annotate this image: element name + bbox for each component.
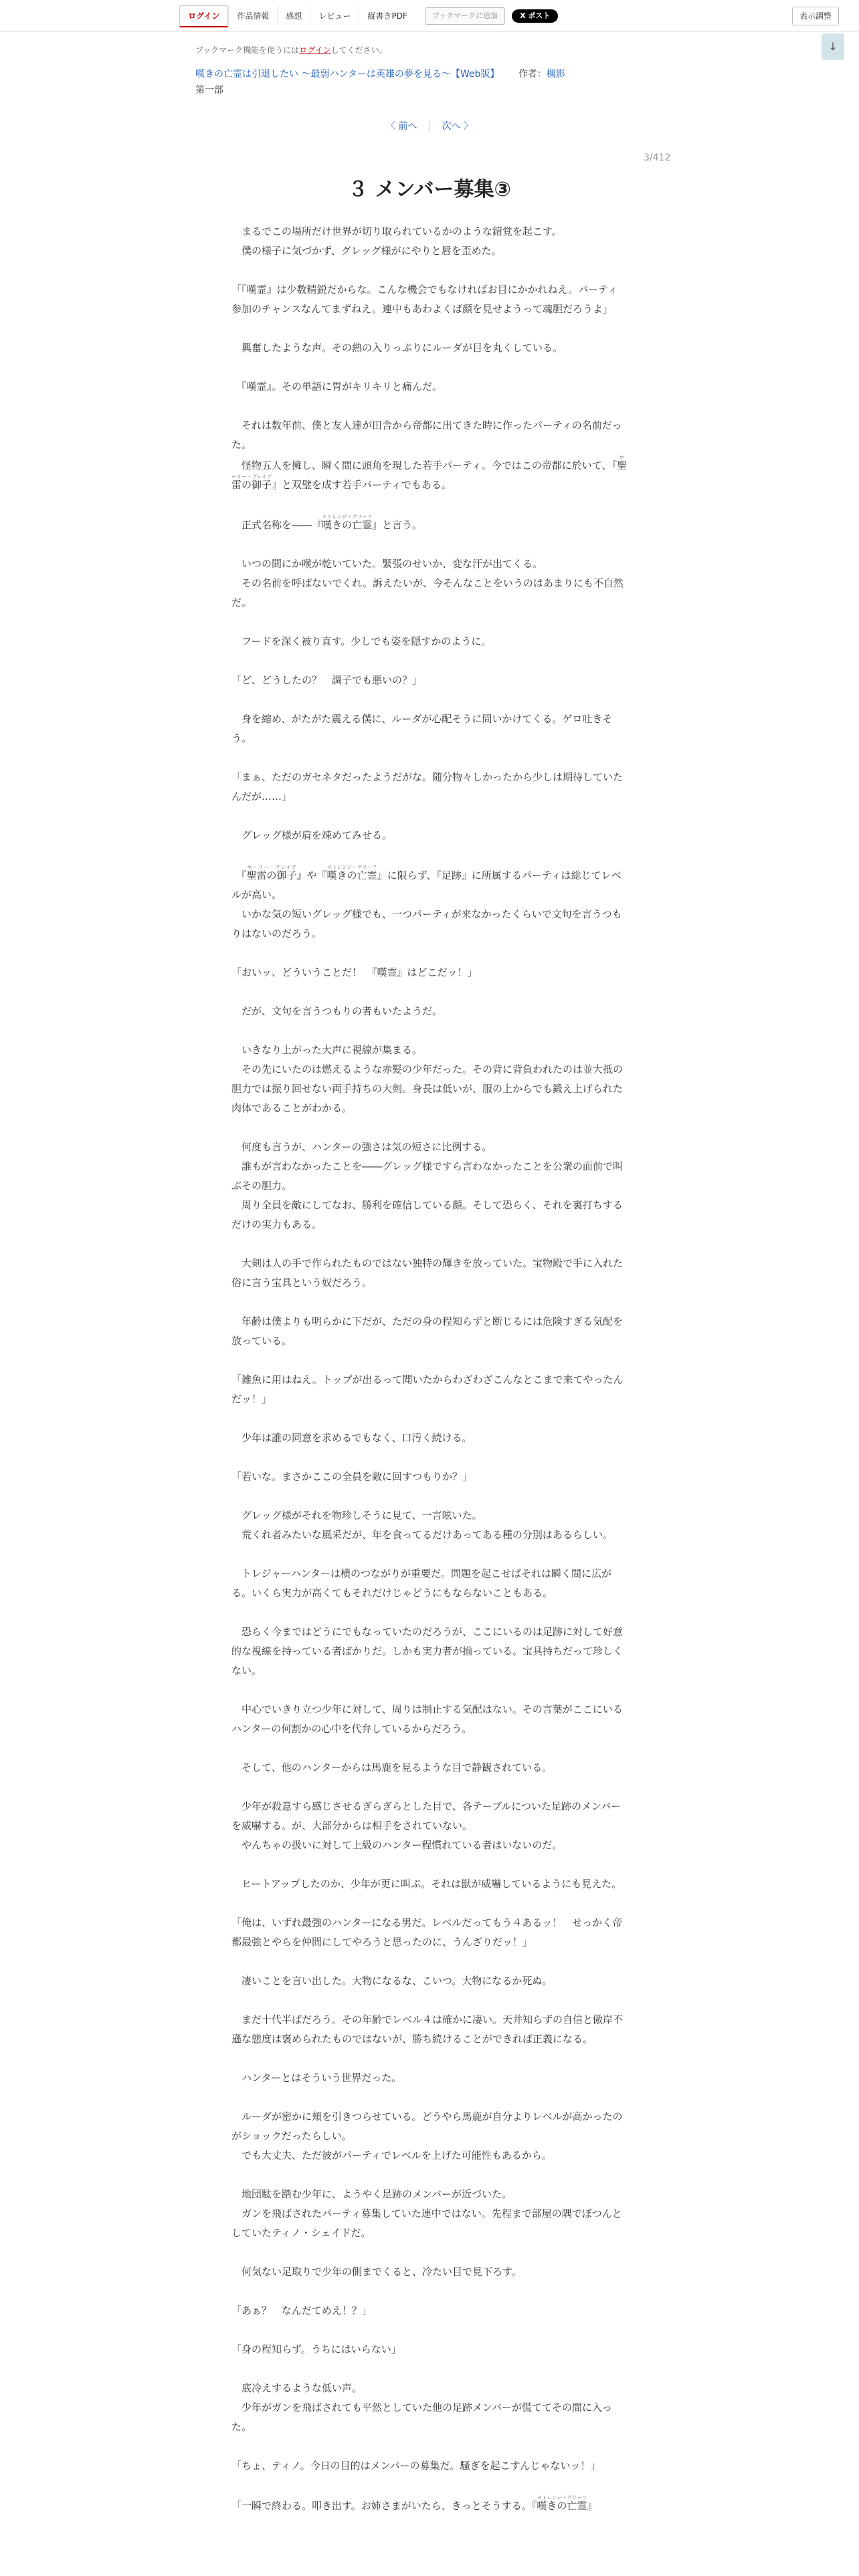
work-header [195, 67, 565, 80]
vertical-pdf-tab[interactable]: 縦書きPDF [359, 6, 415, 26]
paragraph [231, 455, 628, 495]
add-bookmark-button[interactable]: ブックマークに追加 [425, 7, 505, 25]
ruby-reading: ストレンジ・グリーフ [326, 865, 377, 870]
text-span: 』と言う。 [372, 519, 423, 531]
paragraph: 少年がガンを飛ばされても平然としていた他の足跡メンバーが慌ててその間に入った。 [231, 2401, 612, 2433]
x-post-button[interactable]: X ポスト [512, 9, 558, 23]
blank-line [231, 1487, 628, 1506]
paragraph: 「若いな。まさかここの全員を敵に回すつもりか？」 [231, 1471, 473, 1483]
paragraph: 何気ない足取りで少年の側までくると、冷たい目で見下ろす。 [231, 2266, 522, 2278]
blank-line [231, 495, 628, 514]
display-settings-button[interactable]: 表示調整 [792, 7, 839, 25]
paragraph: 地団駄を踏む少年に、ようやく足跡のメンバーが近づいた。 [231, 2188, 512, 2200]
paragraph: やんちゃの扱いに対して上級のハンター程慣れている者はいないのだ。 [231, 1839, 563, 1851]
paragraph: でも大丈夫、ただ彼がパーティでレベルを上げた可能性もあるから。 [231, 2149, 552, 2161]
next-episode-link[interactable]: 次へ 〉 [442, 121, 473, 132]
paragraph: 大剣は人の手で作られたものではない独特の輝きを放っていた。宝物殿で手に入れた俗に言う宝具という奴だろう。 [231, 1257, 624, 1289]
chapter-title: ３ メンバー募集③ [348, 178, 511, 201]
prev-episode-link[interactable]: 〈 前へ [386, 121, 417, 132]
blank-line [231, 2321, 628, 2340]
blank-line [231, 1855, 628, 1874]
ruby-text [326, 865, 377, 881]
blank-line [231, 690, 628, 710]
paragraph: まだ十代半ばだろう。その年齢でレベル４は確かに凄い。天井知らずの自信と傲岸不遜な態度は褒められたものではないが、勝ち続けることができれば正義になる。 [231, 2014, 624, 2045]
ruby-reading: ストレンジ・グリーフ [537, 2495, 587, 2500]
blank-line [231, 319, 628, 338]
paragraph: 「ちょ、ティノ。今日の目的はメンバーの募集だ。騒ぎを起こすんじゃないッ！」 [231, 2460, 601, 2472]
blank-line [231, 1545, 628, 1564]
paragraph: そして、他のハンターからは馬鹿を見るような目で静観されている。 [231, 1761, 553, 1774]
text-span: 』に限らず、『足跡』に所属するパーティは総じてレベルが高い。 [231, 869, 622, 901]
blank-line [231, 748, 628, 768]
work-info-tab[interactable]: 作品情報 [228, 6, 277, 26]
bookmark-notice-before: ブックマーク機能を使うには [195, 45, 300, 55]
part-label: 第一部 [195, 85, 223, 96]
paragraph: その先にいたのは燃えるような赤髪の少年だった。その背に背負われたのは並大抵の胆力では振り回せない両手持ちの大剣。身長は低いが、服の上からでも鍛え上げられた肉体であることがわかる。 [231, 1063, 624, 1114]
blank-line [231, 2476, 628, 2495]
blank-line [231, 1235, 628, 1254]
paragraph: 少年が殺意すら感じさせるぎらぎらとした目で、各テーブルについた足跡のメンバーを威嚇する。が、大部分からは相手をされていない。 [231, 1800, 622, 1832]
ruby-reading: ホーリー・ブレイブ [231, 455, 628, 479]
paragraph: 少年は誰の同意を求めるでもなく、口汚く続ける。 [231, 1432, 472, 1444]
paragraph: 「『嘆霊』は少数精鋭だからな。こんな機会でもなければお目にかかれねえ。パーティ参加のチャンスなんてまずねえ。連中もあわよくば顔を見せようって魂胆だろうよ」 [231, 284, 618, 315]
paragraph: 周り全員を敵にしてなお、勝利を確信している顔。そして恐らく、それを裏打ちするだけの実力もある。 [231, 1199, 623, 1230]
paragraph: 僕の様子に気づかず、グレッグ様がにやりと唇を歪めた。 [231, 245, 502, 257]
paragraph: 誰もが言わなかったことを――グレッグ様ですら言わなかったことを公衆の面前で叫ぶその胆力。 [231, 1160, 623, 1192]
ruby-reading: ホーリー・ブレイブ [246, 865, 297, 870]
paragraph: まるでこの場所だけ世界が切り取られているかのような錯覚を起こす。 [231, 225, 562, 237]
paragraph: 「あぁ？ なんだてめえ！？」 [231, 2304, 372, 2317]
paragraph: ハンターとはそういう世界だった。 [231, 2072, 402, 2084]
ruby-text [537, 2495, 587, 2512]
blank-line [231, 1293, 628, 1312]
paragraph [231, 2495, 628, 2516]
blank-line [231, 807, 628, 826]
blank-line [231, 845, 628, 865]
blank-line [231, 535, 628, 554]
paragraph: 年齢は僕よりも明らかに下だが、ただの身の程知らずと断じるには危険すぎる気配を放っている。 [231, 1315, 624, 1347]
blank-line [231, 1351, 628, 1370]
blank-line [231, 2088, 628, 2107]
paragraph: 中心でいきり立つ少年に対して、周りは制止する気配はない。その言葉がここにいるハンターの何割かの心中を代弁しているからだろう。 [231, 1703, 623, 1735]
paragraph: トレジャーハンターは横のつながりが重要だ。問題を起こせばそれは瞬く間に広がる。いくら実力が高くてもそれだけじゃどうにもならないこともある。 [231, 1568, 611, 1599]
paragraph: ヒートアップしたのか、少年が更に叫ぶ。それは獣が威嚇しているようにも見えた。 [231, 1878, 622, 1890]
paragraph: フードを深く被り直す。少しでも姿を隠すかのように。 [231, 635, 492, 647]
paragraph: 荒くれ者みたいな風采だが、年を食ってるだけあってある種の分別はあるらしい。 [231, 1529, 613, 1541]
paragraph: いつの間にか喉が乾いていた。緊張のせいか、変な汗が出てくる。 [231, 558, 543, 570]
blank-line [231, 944, 628, 963]
ruby-base: 聖雷の御子 [246, 869, 297, 881]
paragraph: いかな気の短いグレッグ様でも、一つパーティが来なかったくらいで文句を言うつもりはないのだろう。 [231, 908, 622, 940]
text-span: 』と双璧を成す若手パーティでもある。 [272, 479, 452, 491]
paragraph: いきなり上がった大声に視線が集まる。 [231, 1044, 423, 1056]
paragraph: グレッグ様がそれを物珍しそうに見て、一言呟いた。 [231, 1509, 482, 1521]
blank-line [231, 358, 628, 377]
paragraph: それは数年前、僕と友人達が田舎から帝都に出てきた時に作ったパーティの名前だった。 [231, 419, 622, 451]
text-span: 正式名称を――『 [231, 519, 322, 531]
ruby-base: 嘆きの亡霊 [537, 2500, 587, 2512]
blank-line [231, 2359, 628, 2379]
paragraph: その名前を呼ばないでくれ。訴えたいが、今そんなことをいうのはあまりにも不自然だ。 [231, 577, 624, 609]
work-title-link[interactable]: 嘆きの亡霊は引退したい 〜最弱ハンターは英雄の夢を見る〜【Web版】 [195, 69, 500, 80]
blank-line [231, 1681, 628, 1700]
ruby-reading: ストレンジ・グリーフ [322, 514, 373, 520]
blank-line [231, 982, 628, 1002]
paragraph: 身を縮め、がたがた震える僕に、ルーダが心配そうに問いかけてくる。ゲロ吐きそう。 [231, 713, 613, 744]
blank-line [231, 1118, 628, 1138]
paragraph: グレッグ様が肩を竦めてみせる。 [231, 829, 392, 841]
ruby-base: 聖雷の御子 [231, 459, 628, 491]
ruby-text [322, 514, 373, 531]
text-span: 『 [231, 869, 247, 881]
novel-body [231, 222, 628, 2516]
blank-line [231, 1739, 628, 1758]
blank-line [231, 261, 628, 280]
paragraph: だが、文句を言うつもりの者もいたようだ。 [231, 1005, 443, 1017]
paragraph: 「身の程知らず。うちにはいらない」 [231, 2343, 401, 2355]
text-span: 』や『 [296, 869, 327, 881]
ruby-text [246, 865, 297, 881]
blank-line [231, 1991, 628, 2010]
author-label: 作者： [518, 69, 547, 80]
blank-line [231, 613, 628, 632]
blank-line [231, 2243, 628, 2262]
paragraph: 凄いことを言い出した。大物になるな、こいつ。大物になるか死ぬ。 [231, 1975, 553, 1987]
episode-pager [0, 119, 859, 132]
blank-line [231, 1894, 628, 1913]
ruby-base: 嘆きの亡霊 [326, 869, 377, 881]
blank-line [231, 2437, 628, 2456]
paragraph: 「おいッ、どういうことだ！ 『嘆霊』はどこだッ！」 [231, 966, 478, 978]
impressions-tab[interactable]: 感想 [277, 6, 310, 26]
blank-line [231, 397, 628, 416]
paragraph: 何度も言うが、ハンターの強さは気の短さに比例する。 [231, 1141, 492, 1153]
ruby-base: 嘆きの亡霊 [322, 519, 373, 531]
blank-line [231, 2165, 628, 2185]
paragraph [231, 514, 628, 535]
blank-line [231, 2282, 628, 2301]
paragraph: 恐らく今まではどうにでもなっていたのだろうが、ここにいるのは足跡に対して好意的な視線を持っている者ばかりだ。しかも実力者が揃っている。宝具持ちだって珍しくない。 [231, 1626, 624, 1677]
paragraph: 「俺は、いずれ最強のハンターになる男だ。レベルだってもう４あるッ！ せっかく帝都最強とやらを仲間にしてやろうと思ったのに、うんざりだッ！」 [231, 1917, 623, 1948]
paragraph: 底冷えするような低い声。 [231, 2382, 363, 2394]
paragraph: 「ど、どうしたの？ 調子でも悪いの？」 [231, 674, 423, 686]
paragraph: ガンを飛ばされたパーティ募集していた連中ではない。先程まで部屋の隅でぼつんとしていたティノ・シェイドだ。 [231, 2208, 622, 2239]
author-link[interactable]: 槻影 [546, 69, 565, 80]
blank-line [231, 2049, 628, 2068]
paragraph [231, 865, 628, 905]
blank-line [231, 1603, 628, 1622]
scroll-down-icon[interactable]: ↓ [822, 33, 844, 60]
blank-line [231, 1409, 628, 1428]
text-span: 怪物五人を擁し、瞬く間に頭角を現した若手パーティ。今ではこの帝都に於いて、『 [231, 459, 617, 471]
review-tab[interactable]: レビュー [310, 6, 359, 26]
top-navigation-bar [0, 0, 859, 32]
paragraph: 興奮したような声。その熱の入りっぷりにルーダが目を丸くしている。 [231, 342, 563, 354]
blank-line [231, 651, 628, 671]
login-link[interactable]: ログイン [299, 45, 331, 55]
paragraph: 『嘆霊』。その単語に胃がキリキリと痛んだ。 [231, 381, 443, 393]
bookmark-notice [195, 44, 387, 56]
blank-line [231, 1448, 628, 1467]
blank-line [231, 1778, 628, 1797]
bookmark-notice-after: してください。 [330, 45, 387, 55]
blank-line [231, 1952, 628, 1971]
page-number: 3/412 [644, 152, 671, 163]
text-span: 「一瞬で終わる。叩き出す。お姉さまがいたら、きっとそうする。『 [231, 2500, 537, 2512]
paragraph: 「まぁ、ただのガセネタだったようだがな。随分物々しかったから少しは期待していたんだが……」 [231, 771, 624, 802]
paragraph: ルーダが密かに頬を引きつらせている。どうやら馬鹿が自分よりレベルが高かったのがショックだったらしい。 [231, 2111, 623, 2142]
nav-menu [179, 6, 558, 26]
paragraph: 「雑魚に用はねえ。トップが出るって聞いたからわざわざこんなとこまで来てやったんだッ！」 [231, 1374, 624, 1405]
login-tab[interactable]: ログイン [179, 5, 228, 27]
blank-line [231, 1021, 628, 1041]
text-span: 』 [587, 2500, 597, 2512]
